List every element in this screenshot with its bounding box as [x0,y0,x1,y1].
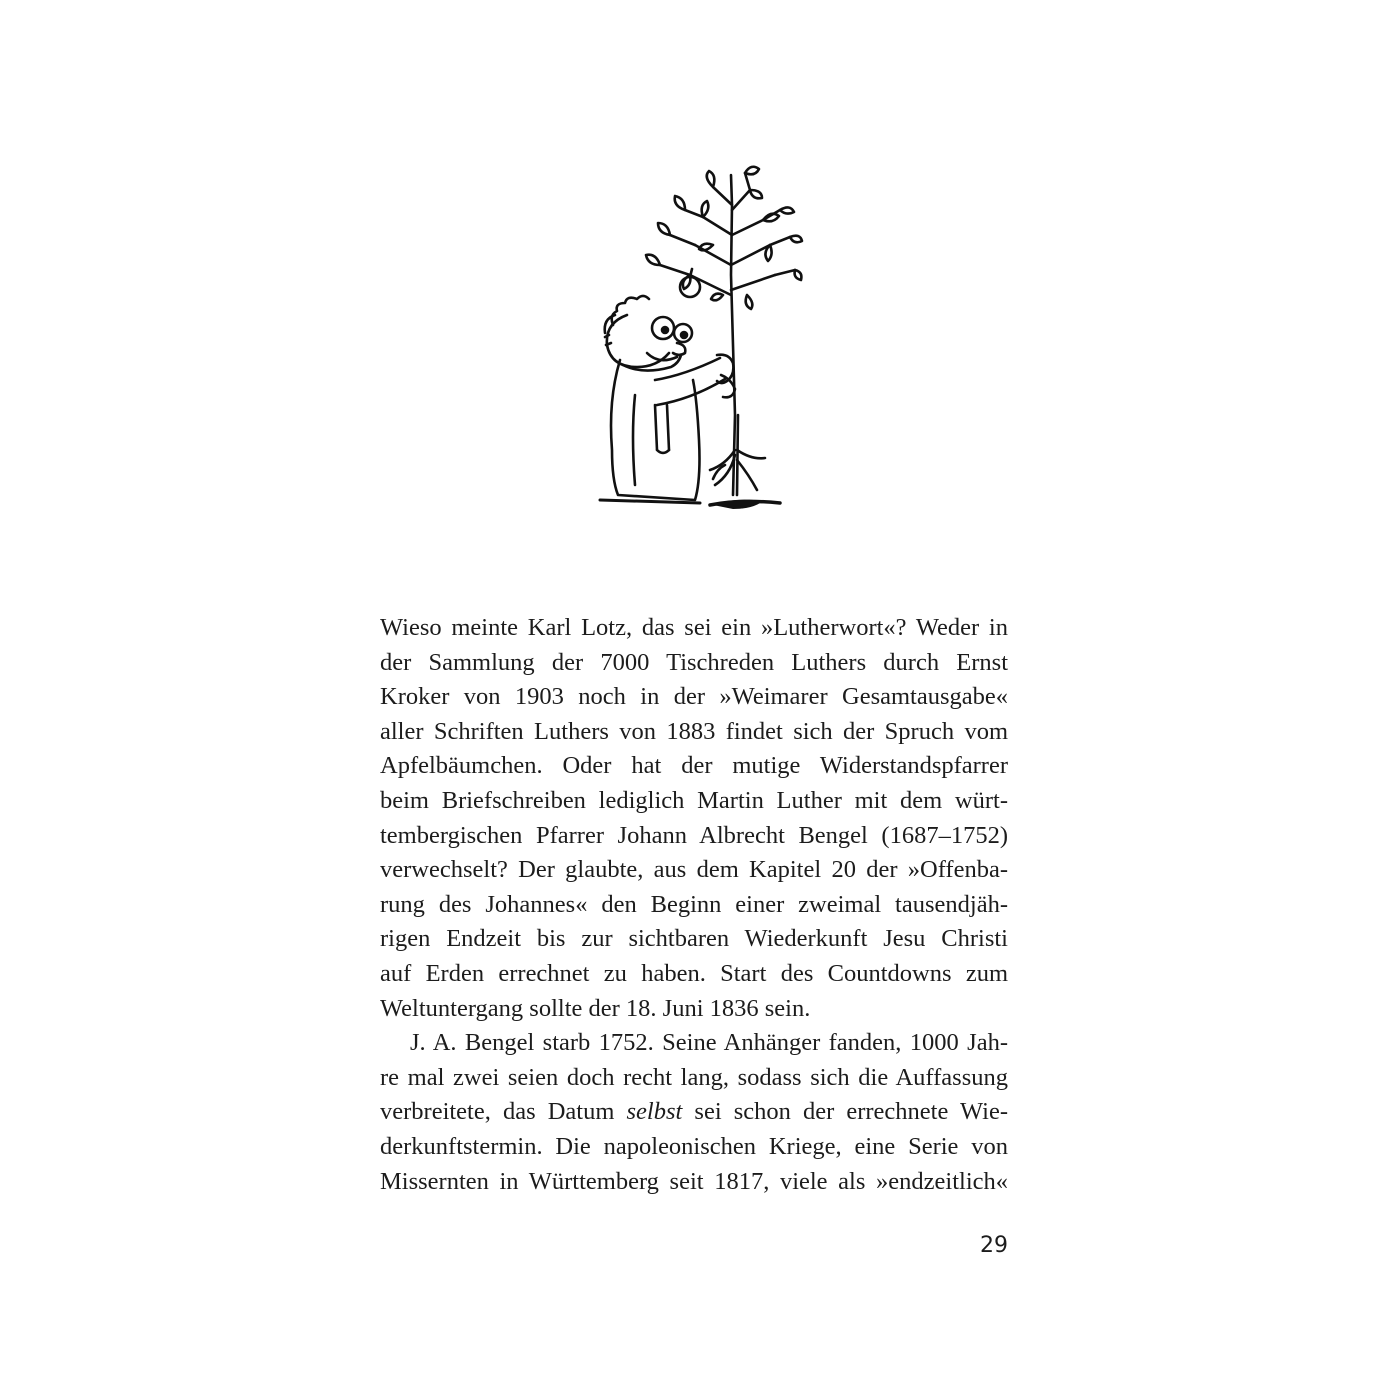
text-line [380,1095,1008,1130]
text-line: aller Schriften Luthers von 1883 findet sich der Spruch vom [380,717,1008,745]
text-line: J. A. Bengel starb 1752. Seine Anhänger fanden, 1000 Jah- [410,1029,1008,1057]
body-text [380,611,1008,1199]
text-segment: sei schon der errechnete Wie- [682,1098,1008,1126]
text-line: Kroker von 1903 noch in der »Weimarer Gesamtausgabe« [380,683,1008,711]
text-line: verwechselt? Der glaubte, aus dem Kapitel 20 der »Offenba- [380,856,1008,884]
text-line: der Sammlung der 7000 Tischreden Luthers durch Ernst [380,648,1008,676]
monk-planting-apple-tree-icon [585,165,805,520]
text-line: Apfelbäumchen. Oder hat der mutige Widerstandspfarrer [380,752,1008,780]
page-number: 29 [980,1233,1008,1258]
text-segment: verbreitete, das Datum [380,1098,627,1126]
text-line: beim Briefschreiben lediglich Martin Luther mit dem würt- [380,786,1008,814]
text-line: rung des Johannes« den Beginn einer zweimal tausendjäh- [380,890,1008,918]
text-line: Wieso meinte Karl Lotz, das sei ein »Lutherwort«? Weder in [380,614,1008,641]
text-line: auf Erden errechnet zu haben. Start des Countdowns zum [380,959,1008,987]
text-line: Weltuntergang sollte der 18. Juni 1836 sein. [380,994,811,1022]
text-line: Missernten in Württemberg seit 1817, viele als »endzeitlich« [380,1167,1008,1195]
text-line: re mal zwei seien doch recht lang, sodass sich die Auffassung [380,1063,1008,1091]
text-line: tembergischen Pfarrer Johann Albrecht Bengel (1687–1752) [380,821,1008,849]
text-line: rigen Endzeit bis zur sichtbaren Wiederkunft Jesu Christi [380,925,1008,953]
text-line: derkunftstermin. Die napoleonischen Kriege, eine Serie von [380,1132,1008,1160]
italic-word: selbst [626,1098,683,1126]
